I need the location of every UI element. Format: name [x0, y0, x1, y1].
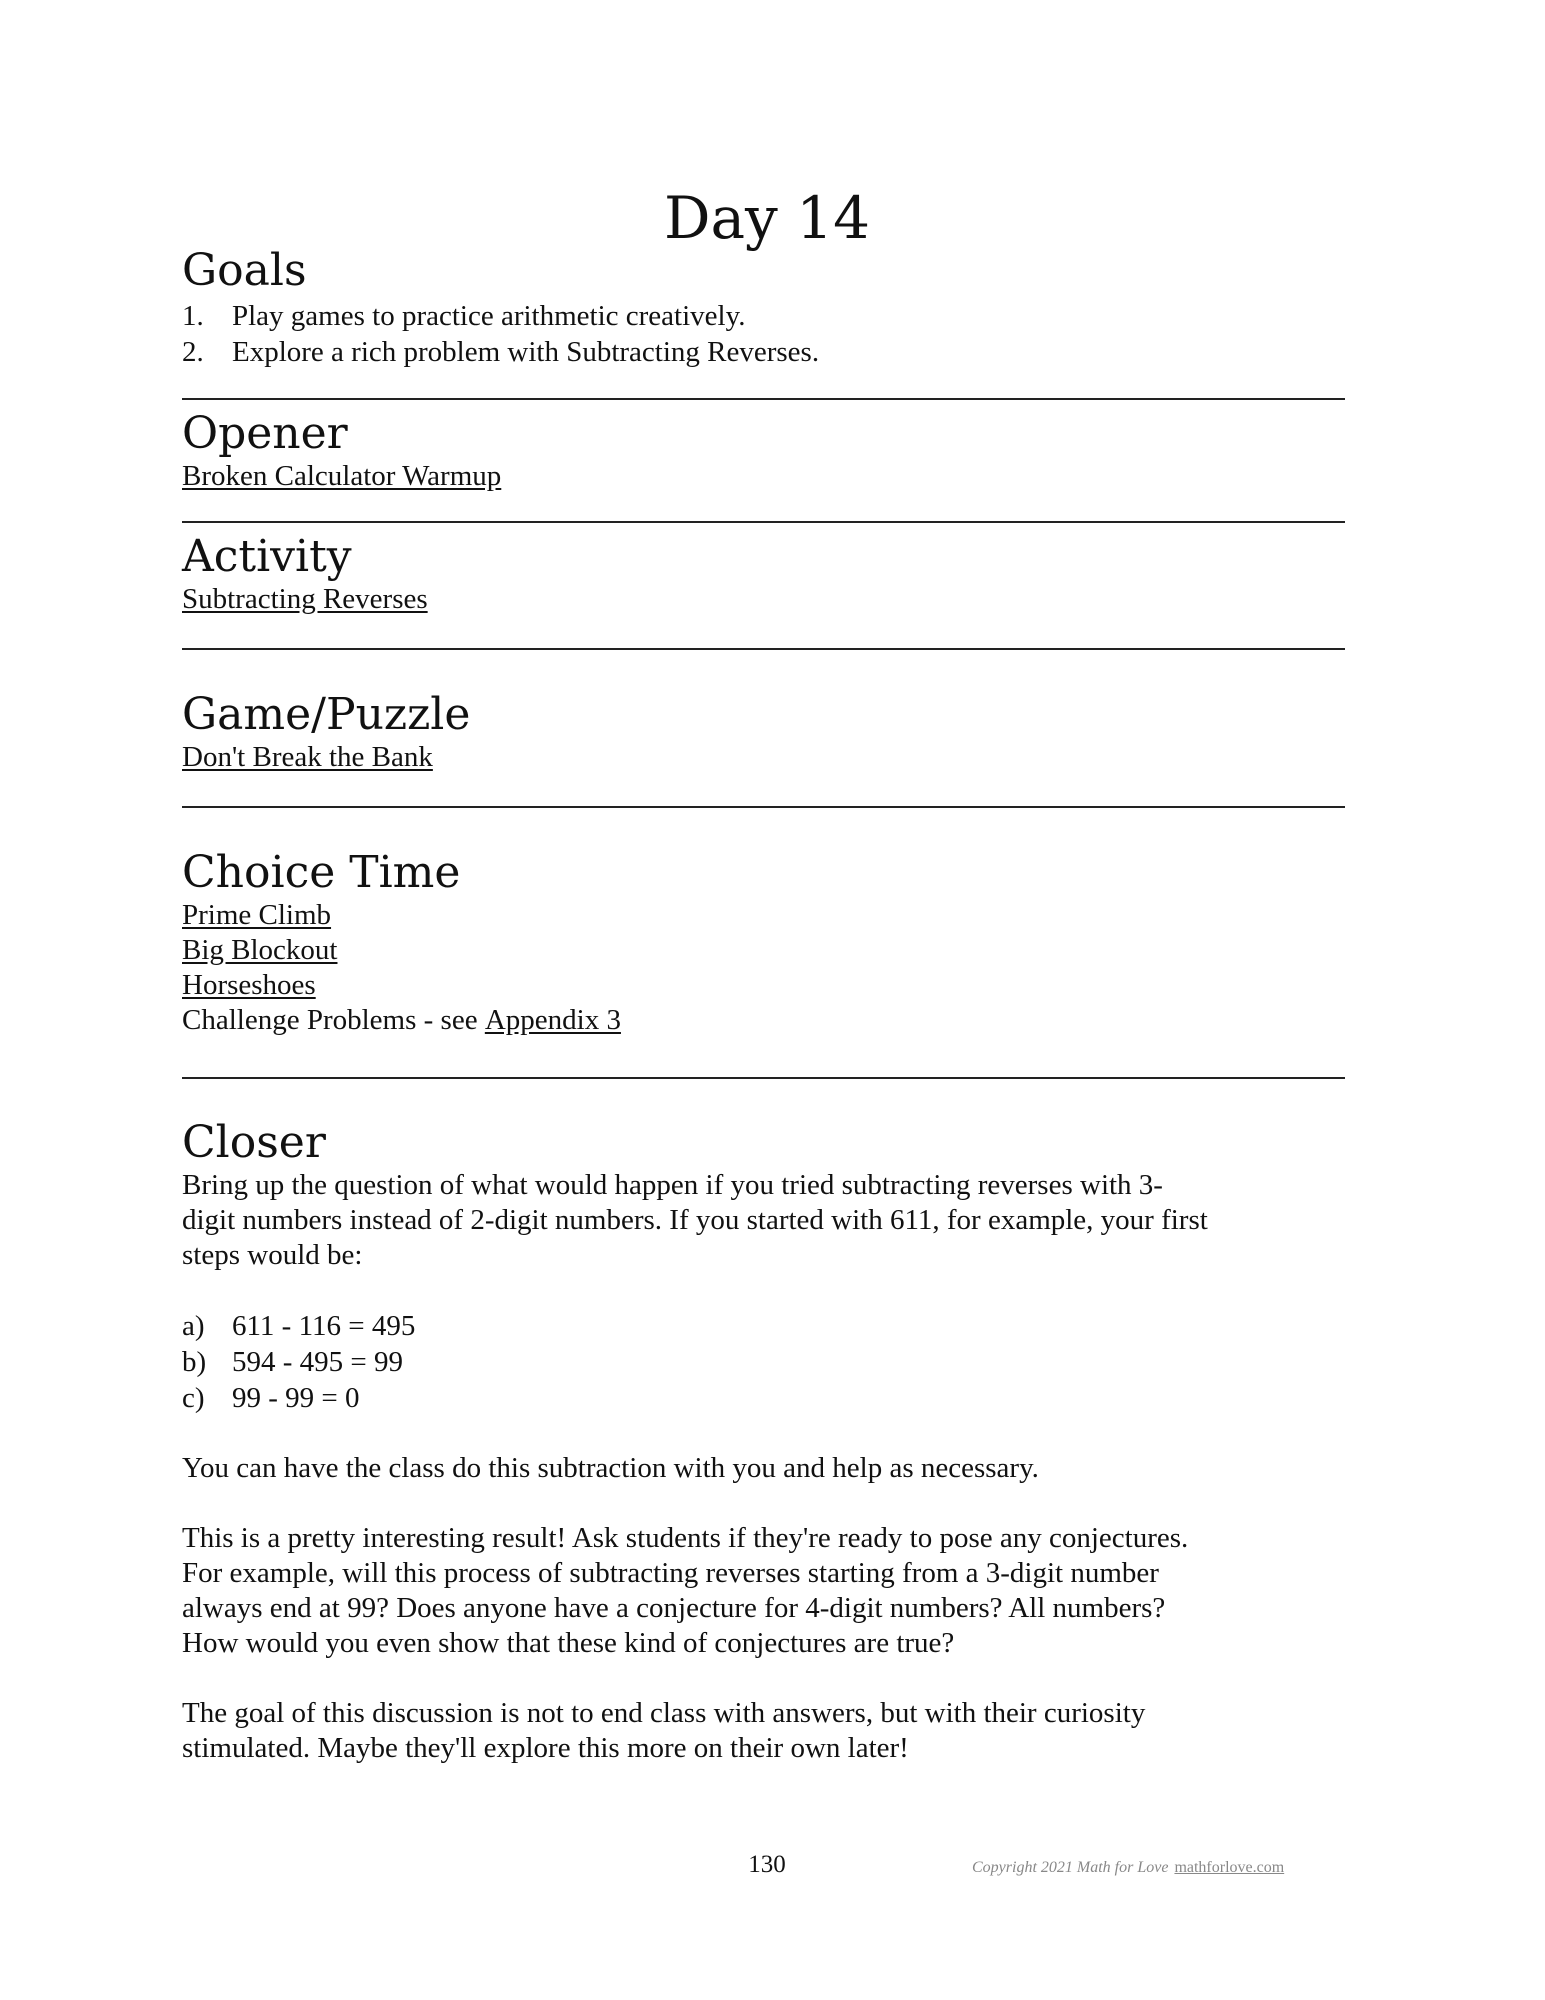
- goals-section: [182, 246, 1352, 370]
- list-marker: c): [182, 1382, 205, 1414]
- text-line: steps would be:: [182, 1239, 363, 1271]
- page-number: 130: [748, 1851, 786, 1878]
- goals-heading: Goals: [182, 245, 307, 296]
- activity-link[interactable]: Subtracting Reverses: [182, 583, 428, 615]
- closer-paragraph: [182, 1521, 1352, 1661]
- closer-intro: [182, 1168, 1352, 1273]
- choice-heading: Choice Time: [182, 847, 461, 898]
- challenge-line: [182, 1003, 1352, 1038]
- closer-paragraph: You can have the class do this subtraction with you and help as necessary.: [182, 1452, 1039, 1484]
- text-line: The goal of this discussion is not to end class with answers, but with their curiosity: [182, 1697, 1146, 1729]
- copyright-text: Copyright 2021 Math for Love: [972, 1859, 1169, 1876]
- text-line: digit numbers instead of 2-digit numbers. If you started with 611, for example, your first: [182, 1204, 1208, 1236]
- list-marker: b): [182, 1346, 207, 1378]
- text-line: Bring up the question of what would happen if you tried subtracting reverses with 3-: [182, 1169, 1163, 1201]
- copyright-notice: [972, 1858, 1284, 1878]
- list-item: [182, 1380, 1352, 1416]
- text-line: For example, will this process of subtracting reverses starting from a 3-digit number: [182, 1557, 1159, 1589]
- closer-paragraph: [182, 1696, 1352, 1766]
- section-divider: [182, 1077, 1345, 1079]
- list-marker: 1.: [182, 300, 204, 332]
- opener-link[interactable]: Broken Calculator Warmup: [182, 460, 502, 492]
- opener-heading: Opener: [182, 408, 348, 459]
- page-title: Day 14: [663, 184, 871, 252]
- closer-section: [182, 1118, 1352, 1766]
- opener-section: [182, 409, 1352, 494]
- list-marker: 2.: [182, 336, 204, 368]
- challenge-text: Challenge Problems - see: [182, 1004, 485, 1036]
- step-text: 594 - 495 = 99: [232, 1346, 404, 1378]
- appendix-link[interactable]: Appendix 3: [484, 1004, 621, 1036]
- section-divider: [182, 648, 1345, 650]
- section-divider: [182, 521, 1345, 523]
- section-divider: [182, 398, 1345, 400]
- game-heading: Game/Puzzle: [182, 689, 471, 740]
- step-text: 99 - 99 = 0: [232, 1382, 360, 1414]
- list-item: [182, 1344, 1352, 1380]
- text-line: stimulated. Maybe they'll explore this more on their own later!: [182, 1732, 909, 1764]
- section-divider: [182, 806, 1345, 808]
- step-text: 611 - 116 = 495: [232, 1310, 416, 1342]
- game-link[interactable]: Don't Break the Bank: [182, 741, 433, 773]
- list-item: [182, 334, 1352, 370]
- list-item: [182, 1308, 1352, 1344]
- site-link[interactable]: mathforlove.com: [1174, 1859, 1285, 1876]
- list-item: [182, 298, 1352, 334]
- closer-heading: Closer: [182, 1117, 326, 1168]
- steps-list: [182, 1308, 1352, 1416]
- choice-link-big-blockout[interactable]: Big Blockout: [182, 934, 338, 966]
- goal-text: Explore a rich problem with Subtracting Reverses.: [232, 336, 820, 368]
- goals-list: [182, 298, 1352, 370]
- text-line: How would you even show that these kind of conjectures are true?: [182, 1627, 955, 1659]
- document-page: [182, 0, 1352, 2000]
- game-section: [182, 690, 1352, 775]
- text-line: This is a pretty interesting result! Ask students if they're ready to pose any conjectures.: [182, 1522, 1189, 1554]
- text-line: always end at 99? Does anyone have a conjecture for 4-digit numbers? All numbers?: [182, 1592, 1166, 1624]
- activity-section: [182, 532, 1352, 617]
- list-marker: a): [182, 1310, 205, 1342]
- activity-heading: Activity: [182, 531, 352, 582]
- choice-section: [182, 848, 1352, 1038]
- choice-link-horseshoes[interactable]: Horseshoes: [182, 969, 316, 1001]
- choice-link-prime-climb[interactable]: Prime Climb: [182, 899, 332, 931]
- goal-text: Play games to practice arithmetic creatively.: [232, 300, 746, 332]
